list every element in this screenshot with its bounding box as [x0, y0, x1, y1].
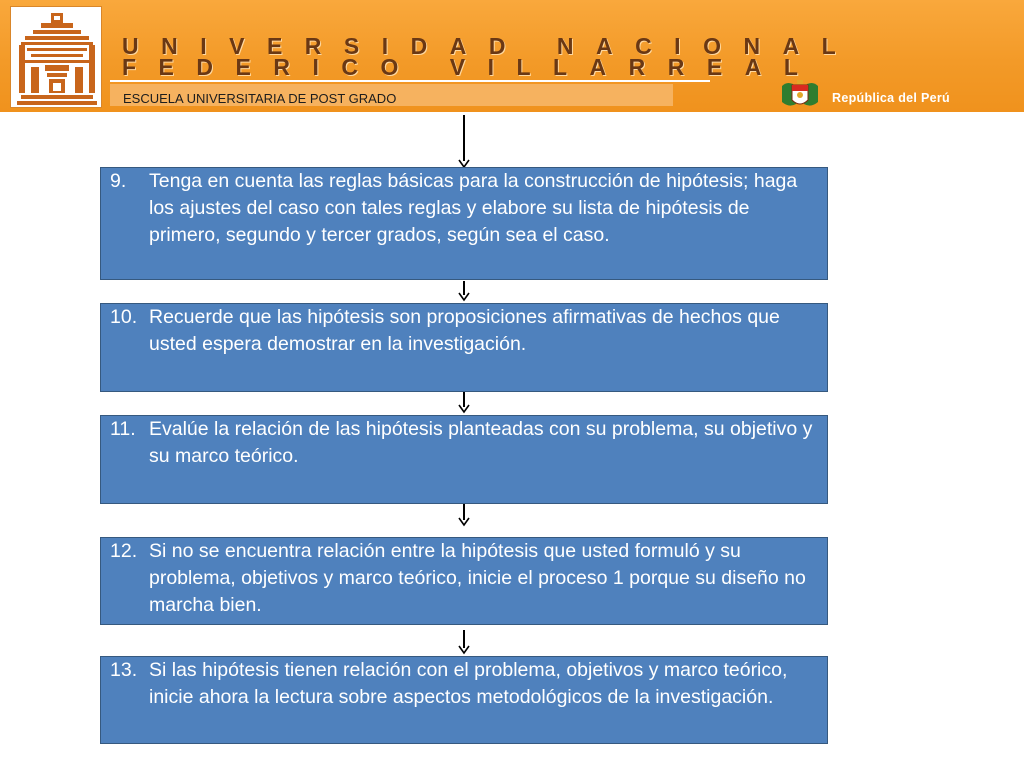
step-9-box [100, 167, 828, 280]
peru-coat-of-arms-icon [778, 80, 822, 110]
arrow-down-icon [458, 645, 470, 655]
step-number: 11. [110, 418, 136, 440]
university-name-line2: FEDERICO VILLARREAL [122, 54, 821, 80]
step-number: 10. [110, 306, 138, 328]
step-11-box [100, 415, 828, 504]
step-number: 13. [110, 659, 138, 681]
step-13-box [100, 656, 828, 744]
school-subtitle: ESCUELA UNIVERSITARIA DE POST GRADO [123, 91, 397, 106]
flow-arrow [463, 115, 466, 169]
step-10-box [100, 303, 828, 392]
flow-arrow [463, 504, 466, 528]
step-text: Si no se encuentra relación entre la hipótesis que usted formuló y su problema, objetivos y marco teórico, inicie el proceso 1 porque su diseño no marcha bien. [149, 540, 806, 616]
step-12-box [100, 537, 828, 625]
flow-arrow [463, 630, 466, 656]
step-text: Evalúe la relación de las hipótesis planteadas con su problema, su objetivo y su marco teórico. [149, 418, 813, 467]
header-banner [0, 0, 1024, 112]
step-text: Recuerde que las hipótesis son proposiciones afirmativas de hechos que usted espera demostrar en la investigación. [149, 306, 780, 355]
header-divider [110, 80, 710, 82]
flow-arrow [463, 392, 466, 415]
arrow-down-icon [458, 292, 470, 302]
flow-arrow [463, 281, 466, 303]
step-number: 12. [110, 540, 138, 562]
step-number: 9. [110, 170, 127, 192]
university-name-line1: UNIVERSIDAD NACIONAL [122, 33, 859, 59]
country-label: República del Perú [832, 91, 950, 105]
arrow-down-icon [458, 517, 470, 527]
step-text: Tenga en cuenta las reglas básicas para la construcción de hipótesis; haga los ajustes del caso con tales reglas y elabore su lista de hipótesis de primero, segundo y tercer grados, según sea el caso. [149, 170, 798, 246]
university-crest-icon [11, 7, 103, 109]
arrow-down-icon [458, 404, 470, 414]
university-logo [10, 6, 102, 108]
step-text: Si las hipótesis tienen relación con el problema, objetivos y marco teórico, inicie ahora la lectura sobre aspectos metodológicos de la investigación. [149, 659, 788, 708]
